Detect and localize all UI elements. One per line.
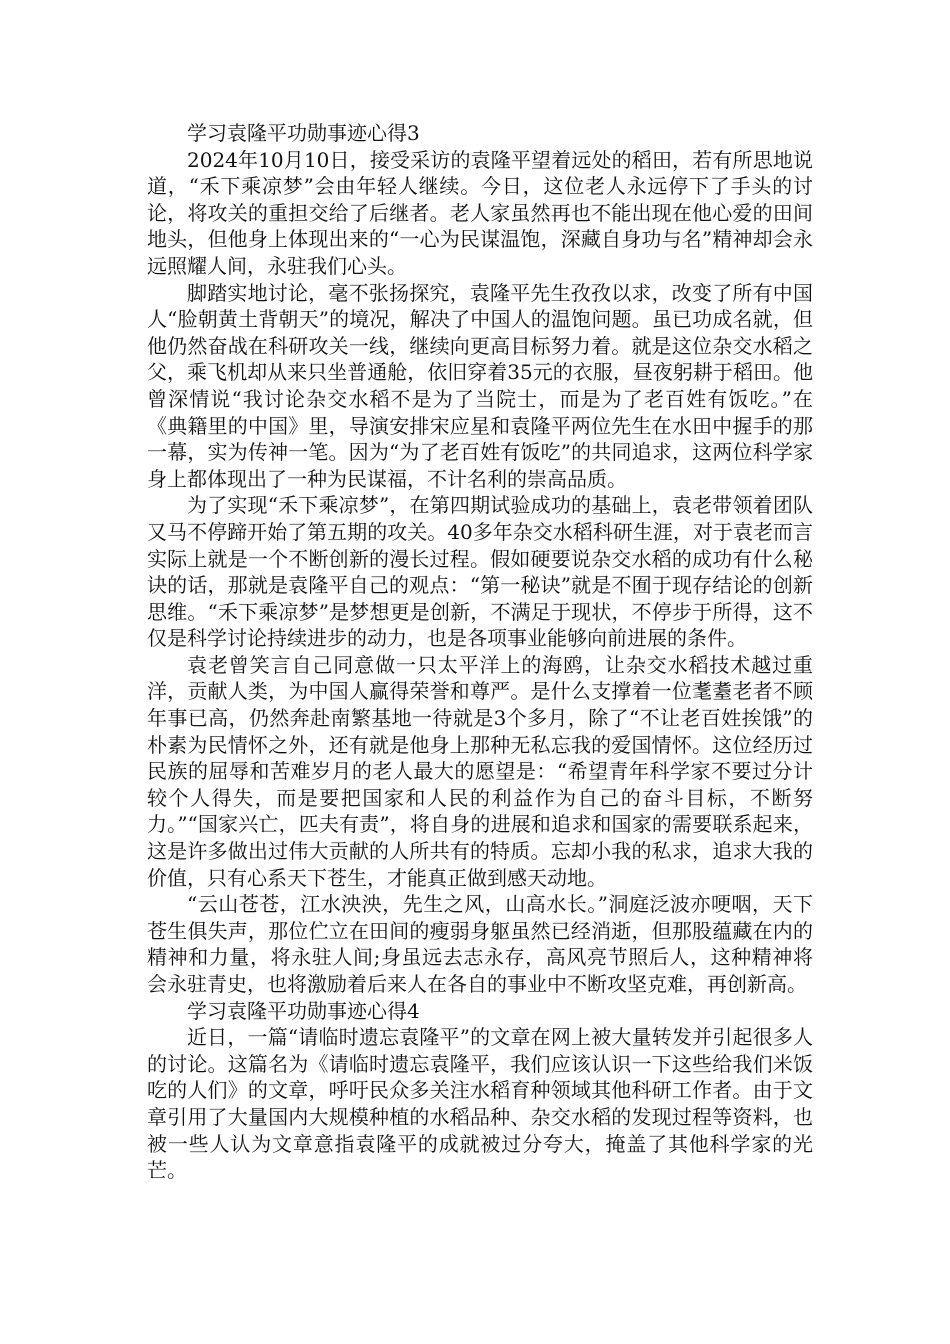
- paragraph: “云山苍苍，江水泱泱，先生之风，山高水长。”洞庭泛波亦哽咽，天下苍生俱失声，那位伫立在田间的瘦弱身躯虽然已经消逝，但那股蕴藏在内的精神和力量，将永驻人间;身虽远去志永存，高风亮节照后人，这种精神将会永驻青史，也将激励着后来人在各自的事业中不断攻坚克难，再创新高。: [147, 892, 813, 996]
- section-heading-3: 学习袁隆平功勋事迹心得3: [187, 121, 420, 145]
- paragraph: 2024年10月10日，接受采访的袁隆平望着远处的稻田，若有所思地说道，“禾下乘凉梦”会由年轻人继续。今日，这位老人永远停下了手头的讨论，将攻关的重担交给了后继者。老人家虽然再也不能出现在他心爱的田间地头，但他身上体现出来的“一心为民谋温饱，深藏自身功与名”精神却会永远照耀人间，永驻我们心头。: [147, 147, 813, 278]
- paragraph: 袁老曾笑言自己同意做一只太平洋上的海鸥，让杂交水稻技术越过重洋，贡献人类，为中国人赢得荣誉和尊严。是什么支撑着一位耄耋老者不顾年事已高，仍然奔赴南繁基地一待就是3个多月，除了“不让老百姓挨饿”的朴素为民情怀之外，还有就是他身上那种无私忘我的爱国情怀。这位经历过民族的屈辱和苦难岁月的老人最大的愿望是：“希望青年科学家不要过分计较个人得失，而是要把国家和人民的利益作为自己的奋斗目标，不断努力。”“国家兴亡，匹夫有责”，将自身的进展和追求和国家的需要联系起来，这是许多做出过伟大贡献的人所共有的特质。忘却小我的私求，追求大我的价值，只有心系天下苍生，才能真正做到感天动地。: [147, 652, 813, 890]
- paragraph: 近日，一篇“请临时遗忘袁隆平”的文章在网上被大量转发并引起很多人的讨论。这篇名为《请临时遗忘袁隆平，我们应该认识一下这些给我们米饭吃的人们》的文章，呼吁民众多关注水稻育种领域其他科研工作者。由于文章引用了大量国内大规模种植的水稻品种、杂交水稻的发现过程等资料，也被一些人认为文章意指袁隆平的成就被过分夸大，掩盖了其他科学家的光芒。: [147, 1025, 813, 1183]
- section-heading-4: 学习袁隆平功勋事迹心得4: [187, 998, 420, 1023]
- document-body: [147, 120, 813, 1184]
- paragraph: 为了实现“禾下乘凉梦”，在第四期试验成功的基础上，袁老带领着团队又马不停蹄开始了第五期的攻关。40多年杂交水稻科研生涯，对于袁老而言实际上就是一个不断创新的漫长过程。假如硬要说杂交水稻的成功有什么秘诀的话，那就是袁隆平自己的观点：“第一秘诀”就是不囿于现存结论的创新思维。“禾下乘凉梦”是梦想更是创新，不满足于现状，不停步于所得，这不仅是科学讨论持续进步的动力，也是各项事业能够向前进展的条件。: [147, 493, 813, 651]
- paragraph: 脚踏实地讨论，毫不张扬探究，袁隆平先生孜孜以求，改变了所有中国人“脸朝黄土背朝天”的境况，解决了中国人的温饱问题。虽已功成名就，但他仍然奋战在科研攻关一线，继续向更高目标努力着。就是这位杂交水稻之父，乘飞机却从来只坐普通舱，依旧穿着35元的衣服，昼夜躬耕于稻田。他曾深情说“我讨论杂交水稻不是为了当院士，而是为了老百姓有饭吃。”在《典籍里的中国》里，导演安排宋应星和袁隆平两位先生在水田中握手的那一幕，实为传神一笔。因为“为了老百姓有饭吃”的共同追求，这两位科学家身上都体现出了一种为民谋福，不计名利的崇高品质。: [147, 280, 813, 491]
